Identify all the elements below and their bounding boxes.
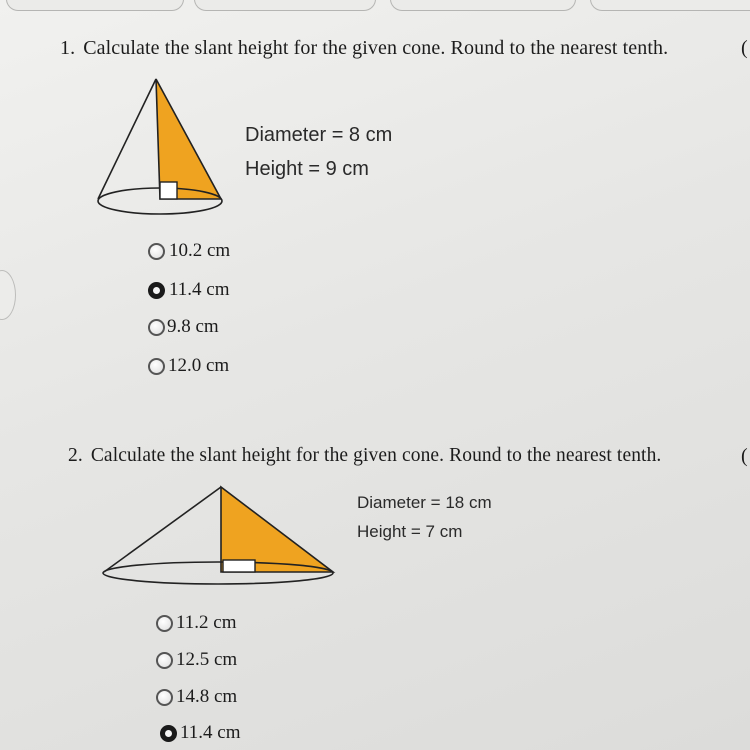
cone-2-left-edge [104, 487, 221, 572]
option-label: 9.8 cm [167, 316, 219, 337]
given-values-2 [357, 488, 492, 546]
question-number: 1. [60, 37, 76, 59]
cone-2-shaded-triangle [221, 487, 333, 572]
radio-button[interactable] [156, 652, 173, 669]
option-label: 11.2 cm [176, 612, 237, 633]
radio-button[interactable] [156, 689, 173, 706]
question-2-option[interactable] [156, 686, 237, 708]
question-2-option[interactable] [156, 612, 237, 634]
question-text: Calculate the slant height for the given cone. Round to the nearest tenth. [83, 37, 669, 59]
question-text: Calculate the slant height for the given cone. Round to the nearest tenth. [90, 445, 662, 466]
option-label: 12.0 cm [168, 355, 230, 376]
option-label: 14.8 cm [176, 686, 238, 707]
question-2-option[interactable] [160, 722, 241, 744]
diameter-label: Diameter = 18 cm [357, 493, 492, 512]
height-label: Height = 9 cm [245, 158, 369, 180]
option-label: 11.4 cm [180, 722, 241, 743]
radio-button-selected[interactable] [160, 725, 177, 742]
radio-button[interactable] [156, 615, 173, 632]
option-label: 11.4 cm [169, 279, 230, 300]
points-fragment: ( [741, 37, 748, 59]
height-label: Height = 7 cm [357, 522, 463, 541]
cone-2-base [103, 562, 333, 584]
points-fragment: ( [741, 445, 748, 467]
option-label: 12.5 cm [176, 649, 238, 670]
option-label: 10.2 cm [169, 240, 231, 261]
diameter-label: Diameter = 8 cm [245, 124, 393, 146]
cone-2-right-angle [223, 560, 255, 572]
question-number: 2. [68, 445, 83, 466]
question-2-option[interactable] [156, 649, 237, 671]
